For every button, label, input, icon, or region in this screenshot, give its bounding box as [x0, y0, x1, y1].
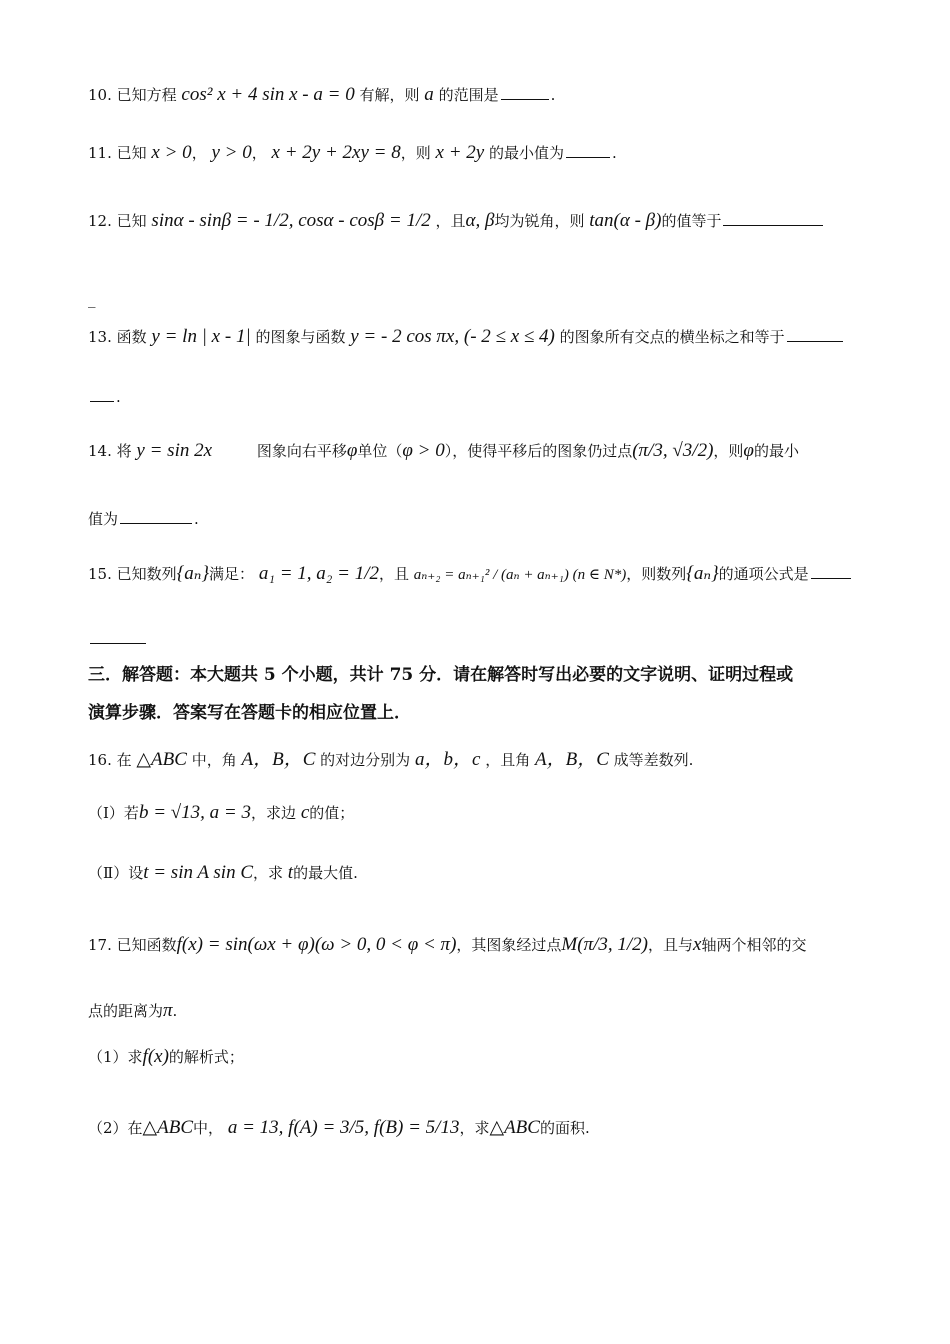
q17-number: 17. — [88, 936, 117, 954]
q15-text-5: 的通项公式是 — [718, 565, 809, 583]
q12-number: 12. — [88, 212, 117, 230]
q10-text-2: 有解，则 — [359, 86, 420, 104]
q10-text-3: 的范围是 — [438, 86, 499, 104]
question-11 — [88, 142, 862, 164]
q14-answer-blank[interactable] — [120, 522, 192, 524]
q12-answer-blank[interactable] — [723, 224, 823, 226]
q10-number: 10. — [88, 86, 117, 104]
q10-end: . — [550, 86, 556, 104]
q16-text-4: ，且角 — [485, 751, 531, 769]
q16-text: 在 — [116, 751, 132, 769]
q16-sides: a，b，c — [414, 749, 481, 770]
question-10 — [88, 84, 862, 106]
q12-angles: α, β — [465, 210, 495, 231]
q17-part-2-text-2: ，求 — [459, 1119, 490, 1137]
q11-end: . — [612, 144, 617, 162]
q13-answer-blank-cont[interactable] — [90, 400, 114, 402]
q15-answer-blank[interactable] — [811, 577, 851, 579]
q13-function-1: y = ln | x - 1| — [151, 326, 251, 347]
q17-part-1 — [88, 1046, 862, 1068]
q16-text-2: 中，角 — [191, 751, 237, 769]
q15-text: 已知数列 — [116, 565, 177, 583]
q16-triangle: △ABC — [136, 749, 187, 770]
q16-text-5: 成等差数列. — [613, 751, 694, 769]
q16-part-2-text: ，求 — [253, 864, 284, 882]
q17-text-4: 轴两个相邻的交 — [701, 936, 807, 954]
q12-equation: sinα - sinβ = - 1/2, cosα - cosβ = 1/2 — [151, 210, 431, 231]
q17-text-3: ，且与 — [647, 936, 693, 954]
q16-part-1-label: （Ⅰ）若 — [88, 804, 139, 822]
q13-function-2: y = - 2 cos πx, (- 2 ≤ x ≤ 4) — [350, 326, 555, 347]
q15-recurrence: aₙ₊₂ = aₙ₊₁² / (aₙ + aₙ₊₁) (n ∈ N*) — [413, 567, 627, 583]
q17-part-2-text: 中， — [193, 1119, 224, 1137]
q14-text-4: ），使得平移后的图象仍过点 — [444, 442, 633, 460]
q14-continuation — [88, 508, 862, 529]
q16-part-2 — [88, 862, 862, 884]
q12-text: 已知 — [116, 212, 147, 230]
q15-text-2: 满足： — [209, 565, 255, 583]
q15-sequence-2: {aₙ} — [686, 563, 719, 584]
q17-part-2 — [88, 1116, 862, 1139]
q16-number: 16. — [88, 751, 117, 769]
q11-sep-1: ， — [191, 144, 207, 162]
q11-sep-2: ， — [251, 144, 267, 162]
q13-text-2: 的图象与函数 — [255, 328, 346, 346]
q13-number: 13. — [88, 328, 117, 346]
section-3-heading — [88, 660, 862, 728]
q16-part-1 — [88, 802, 862, 824]
q11-answer-blank[interactable] — [566, 156, 610, 158]
q16-part-1-text: ，求边 — [251, 804, 297, 822]
q16-part-2-var-t: t — [287, 862, 294, 883]
q15-answer-blank-cont[interactable] — [90, 642, 146, 644]
section-3-heading-line-2: 演算步骤．答案写在答题卡的相应位置上． — [88, 703, 411, 723]
q13-answer-blank[interactable] — [787, 340, 843, 342]
q12-text-4: 的值等于 — [661, 212, 722, 230]
q15-number: 15. — [88, 565, 117, 583]
q16-part-2-given: t = sin A sin C — [143, 862, 253, 883]
q17-end: . — [172, 1002, 178, 1020]
question-13 — [88, 326, 862, 348]
q16-angles: A，B，C — [241, 749, 316, 770]
q14-text-6: 的最小 — [753, 442, 799, 460]
q14-text-3: 单位（ — [357, 442, 403, 460]
question-12 — [88, 210, 862, 232]
q14-text-5: ，则 — [713, 442, 744, 460]
question-17 — [88, 934, 862, 956]
q17-text-2: ，其图象经过点 — [456, 936, 562, 954]
q13-text-3: 的图象所有交点的横坐标之和等于 — [559, 328, 785, 346]
q17-part-2-triangle: △ABC — [142, 1117, 194, 1138]
q17-function: f(x) = sin(ωx + φ)(ω > 0, 0 < φ < π) — [176, 934, 457, 955]
q14-text-2: 图象向右平移 — [256, 442, 347, 460]
q15-text-3: ，且 — [378, 565, 409, 583]
q14-phi-condition: φ > 0 — [402, 440, 445, 461]
q16-part-2-end: 的最大值. — [293, 864, 358, 882]
question-14 — [88, 440, 862, 462]
q15-continuation — [88, 630, 862, 648]
q14-phi-2: φ — [743, 440, 754, 461]
q17-part-2-given: a = 13, f(A) = 3/5, f(B) = 5/13 — [227, 1117, 460, 1138]
q11-cond-y: y > 0 — [211, 142, 252, 163]
q10-answer-blank[interactable] — [501, 98, 549, 100]
q17-pi: π — [163, 1000, 173, 1021]
q14-phi: φ — [346, 440, 358, 461]
q15-initial-terms: a₁ = 1, a₂ = 1/2 — [258, 563, 379, 584]
q11-equation: x + 2y + 2xy = 8 — [271, 142, 401, 163]
q11-text: 已知 — [116, 144, 147, 162]
q17-part-1-end: 的解析式； — [168, 1048, 244, 1066]
section-3-heading-line-1: 三．解答题：本大题共 5 个小题，共计 75 分．请在解答时写出必要的文字说明、证明过程或 — [88, 665, 794, 685]
q17-text-5: 点的距离为 — [88, 1002, 164, 1020]
q17-x-axis: x — [693, 934, 702, 955]
q10-text: 已知方程 — [116, 86, 177, 104]
q14-end: . — [194, 510, 199, 528]
question-16 — [88, 744, 862, 771]
q11-expression: x + 2y — [435, 142, 485, 163]
q12-text-2: ，且 — [435, 212, 466, 230]
q17-part-1-fx: f(x) — [142, 1046, 169, 1067]
q11-number: 11. — [88, 144, 117, 162]
q12-blank-continuation: _ — [88, 290, 96, 308]
q14-number: 14. — [88, 442, 117, 460]
q13-text: 函数 — [116, 328, 147, 346]
q15-text-4: ，则数列 — [626, 565, 687, 583]
q17-part-2-triangle-2: △ABC — [489, 1117, 540, 1138]
q13-end: . — [116, 388, 121, 406]
question-15 — [88, 562, 862, 585]
q11-cond-x: x > 0 — [151, 142, 192, 163]
q16-part-1-end: 的值； — [309, 804, 355, 822]
q15-sequence: {aₙ} — [176, 563, 210, 584]
q17-part-1-label: （1）求 — [88, 1048, 143, 1066]
q10-var-a: a — [424, 84, 434, 105]
q16-angles-2: A，B，C — [534, 749, 609, 770]
q10-equation: cos² x + 4 sin x - a = 0 — [181, 84, 355, 105]
q17-continuation — [88, 1000, 862, 1022]
q14-text-7: 值为 — [88, 510, 119, 528]
q14-text: 将 — [116, 442, 132, 460]
q13-continuation — [88, 388, 862, 406]
q16-part-1-var-c: c — [300, 802, 310, 823]
q16-text-3: 的对边分别为 — [320, 751, 411, 769]
q16-part-2-label: （Ⅱ）设 — [88, 864, 144, 882]
q14-function: y = sin 2x — [136, 440, 213, 461]
q17-part-2-label: （2）在 — [88, 1119, 143, 1137]
q17-part-2-end: 的面积. — [539, 1119, 590, 1137]
q17-point-m: M(π/3, 1/2) — [561, 934, 648, 955]
q16-part-1-given: b = √13, a = 3 — [138, 802, 252, 823]
q12-tan-expression: tan(α - β) — [589, 210, 662, 231]
q11-sep-3: ，则 — [400, 144, 431, 162]
q17-text: 已知函数 — [116, 936, 177, 954]
q12-text-3: 均为锐角，则 — [494, 212, 585, 230]
q11-text-2: 的最小值为 — [489, 144, 565, 162]
q14-point: (π/3, √3/2) — [632, 440, 714, 461]
